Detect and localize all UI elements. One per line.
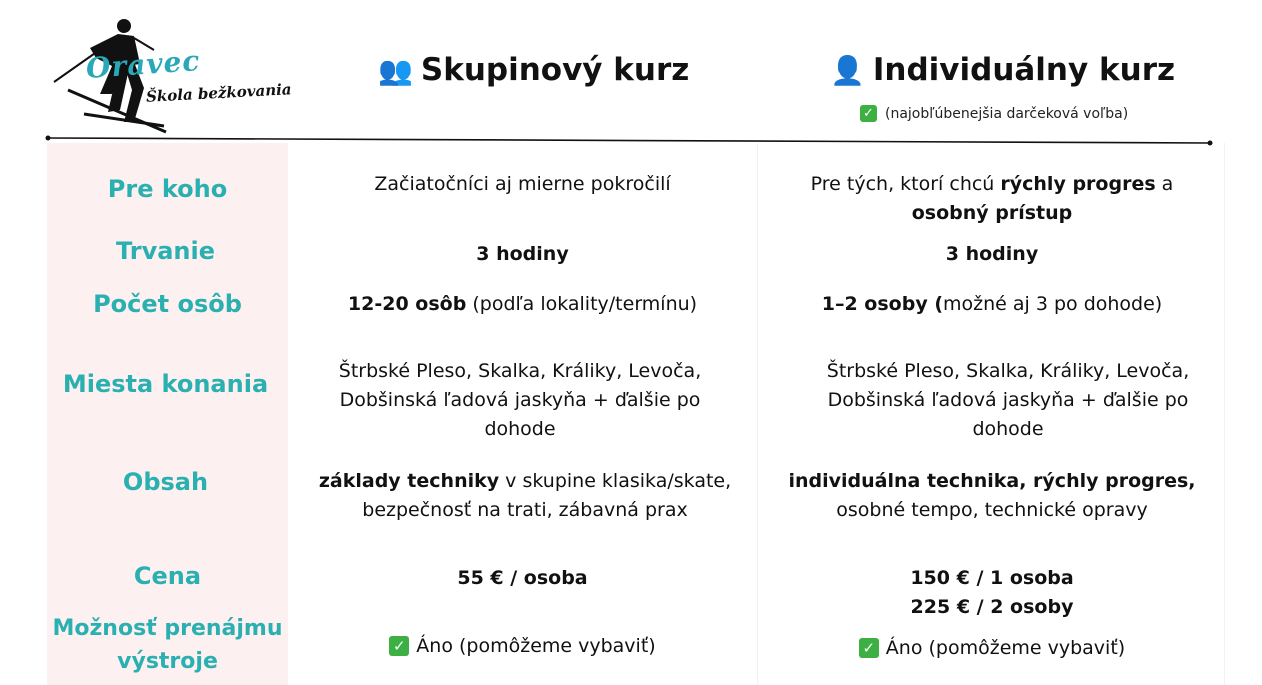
column-separator	[757, 143, 758, 685]
header-individual-title: Individuálny kurz	[872, 52, 1176, 88]
label-obsah: Obsah	[122, 468, 209, 496]
label-pre-koho: Pre koho	[107, 175, 228, 203]
label-column-background	[47, 143, 288, 685]
individual-cena	[760, 564, 1224, 622]
label-vystroj	[47, 612, 288, 678]
group-pre-koho: Začiatočníci aj mierne pokročilí	[374, 173, 671, 195]
ind-cena-1: 150 € / 1 osoba	[910, 567, 1074, 589]
ind-obsah-bold: individuálna technika, rýchly progres,	[788, 470, 1196, 492]
ind-pre-koho-bold2: osobný prístup	[911, 202, 1073, 224]
logo-script: Oravec	[84, 44, 202, 85]
ind-pocet-rest: možné aj 3 po dohode)	[943, 293, 1163, 315]
label-vystroj-line2: výstroje	[117, 649, 218, 674]
ind-pre-koho-text2: a	[1155, 173, 1174, 195]
group-vystroj-text: Áno (pomôžeme vybaviť)	[416, 634, 656, 657]
individual-pre-koho	[760, 170, 1224, 228]
group-pocet	[290, 290, 755, 319]
label-miesta-konania: Miesta konania	[62, 370, 269, 398]
logo	[48, 14, 338, 136]
individual-pocet	[760, 290, 1224, 319]
logo-subtitle: Škola bežkovania	[145, 80, 292, 106]
ind-pocet-bold: 1–2 osoby (	[821, 293, 944, 315]
individual-miesta: Štrbské Pleso, Skalka, Králiky, Levoča, Dobšinská ľadová jaskyňa + ďalšie po dohode	[826, 360, 1190, 440]
group-pocet-rest: (podľa lokality/termínu)	[466, 293, 698, 315]
group-obsah-rest: v skupine klasika/skate, bezpečnosť na trati, zábavná prax	[362, 470, 732, 521]
individual-vystroj	[760, 633, 1224, 663]
header-group-title: Skupinový kurz	[420, 52, 690, 88]
individual-obsah	[760, 467, 1224, 525]
header-individual-course	[830, 52, 1175, 88]
ind-pre-koho-bold1: rýchly progres	[1000, 173, 1156, 195]
ind-pre-koho-text1: Pre tých, ktorí chcú	[810, 173, 1001, 195]
group-cena: 55 € / osoba	[457, 567, 588, 589]
ind-vystroj-text: Áno (pomôžeme vybaviť)	[885, 636, 1126, 659]
group-people-icon: 👥	[378, 53, 413, 87]
label-trvanie: Trvanie	[116, 237, 215, 265]
individual-note	[860, 105, 1128, 122]
check-icon: ✓	[860, 105, 877, 122]
label-vystroj-line1: Možnosť prenájmu	[52, 616, 283, 641]
group-obsah-bold: základy techniky	[318, 470, 500, 492]
check-icon: ✓	[859, 638, 879, 658]
group-trvanie: 3 hodiny	[476, 243, 569, 265]
group-obsah	[310, 467, 740, 525]
check-icon: ✓	[389, 636, 409, 656]
header-group-course	[378, 52, 689, 88]
column-edge	[1224, 143, 1225, 685]
label-cena: Cena	[133, 562, 202, 590]
group-vystroj	[290, 631, 755, 661]
individual-note-text: (najobľúbenejšia darčeková voľba)	[885, 105, 1129, 122]
group-pocet-bold: 12-20 osôb	[347, 293, 467, 315]
ind-obsah-rest: osobné tempo, technické opravy	[836, 499, 1148, 521]
ind-cena-2: 225 € / 2 osoby	[910, 596, 1074, 618]
label-pocet-osob: Počet osôb	[93, 290, 242, 318]
individual-trvanie: 3 hodiny	[945, 243, 1039, 265]
person-icon: 👤	[830, 53, 865, 87]
group-miesta: Štrbské Pleso, Skalka, Králiky, Levoča, Dobšinská ľadová jaskyňa + ďalšie po dohode	[338, 360, 702, 440]
